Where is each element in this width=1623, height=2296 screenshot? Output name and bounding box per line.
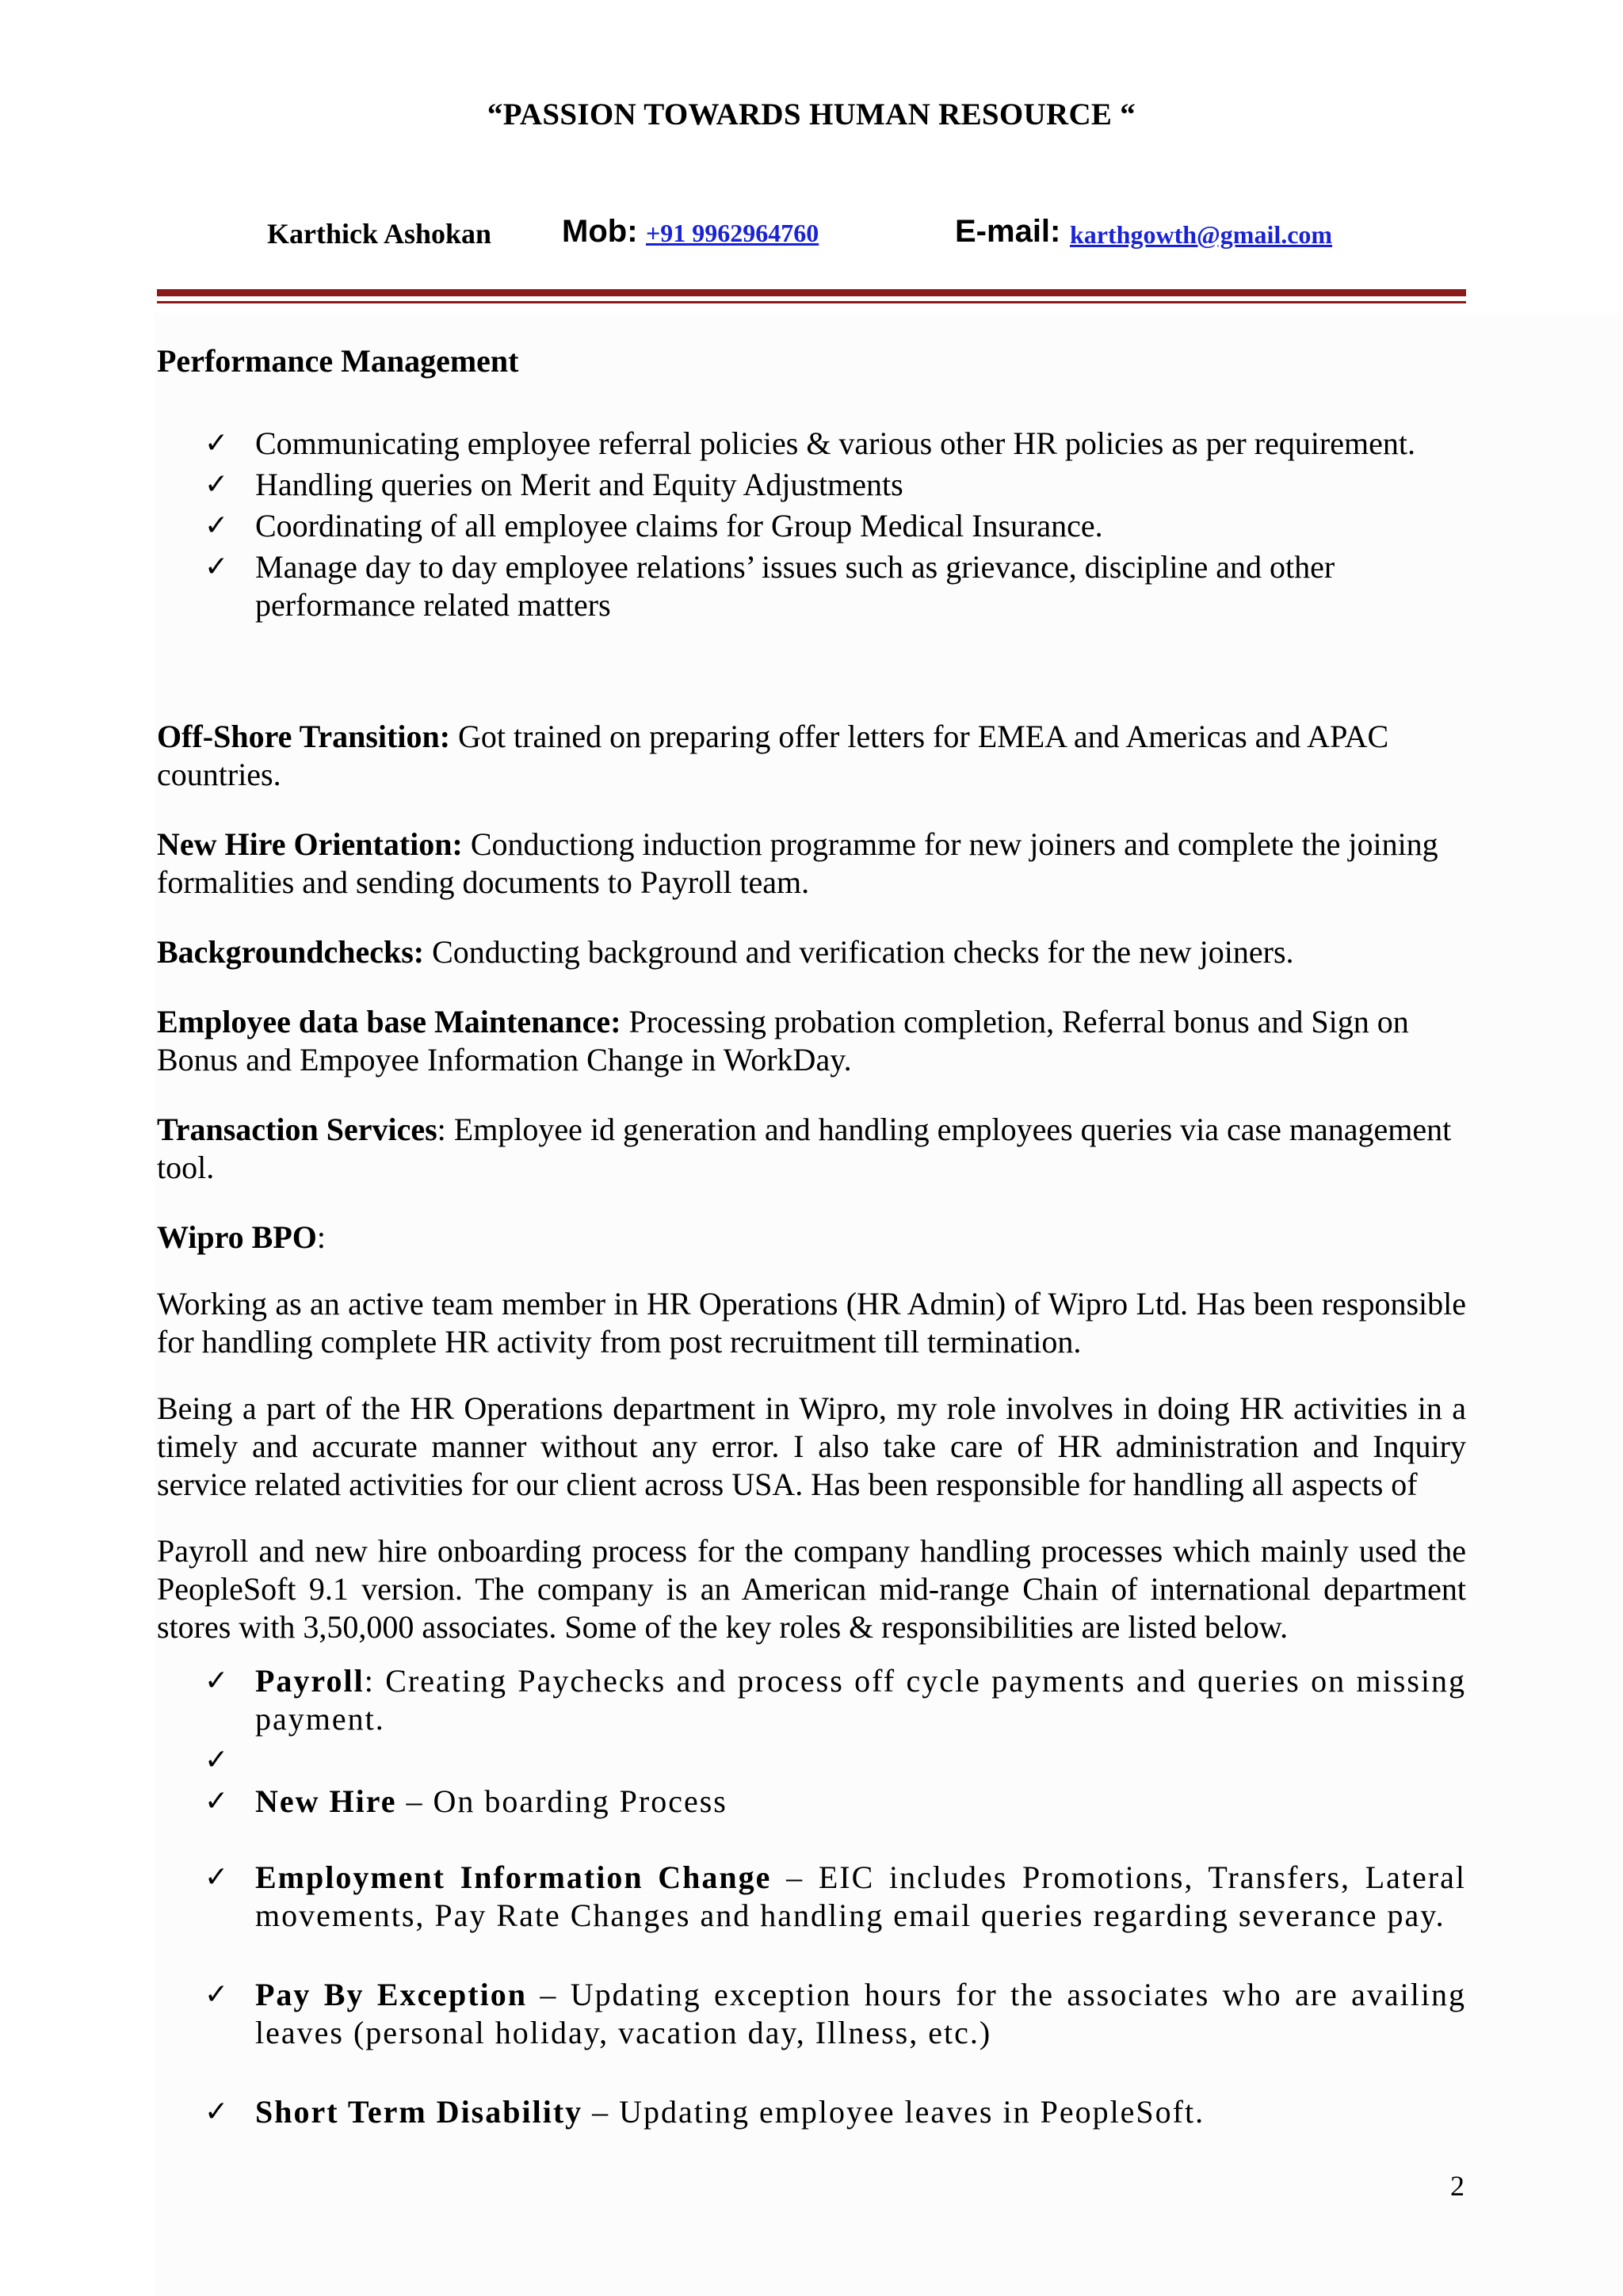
role-item-pay-by-exception: ✓ Pay By Exception – Updating exception hours for the associates who are availing leaves (personal holiday, vacation day, Illness, etc.) xyxy=(204,1977,1466,2050)
performance-item: ✓ Communicating employee referral policies & various other HR policies as per requirement. xyxy=(204,425,1415,461)
role-item-short-term-disability: ✓ Short Term Disability – Updating employee leaves in PeopleSoft. xyxy=(204,2094,1205,2130)
section-background-checks xyxy=(157,933,1466,971)
wipro-heading: Wipro BPO: xyxy=(157,1219,327,1255)
role-item-empty xyxy=(157,1741,1466,1779)
wipro-paragraph-1: Working as an active team member in HR Operations (HR Admin) of Wipro Ltd. Has been responsible for handling complete HR activity from post recruitment till termination. xyxy=(157,1286,1466,1360)
section-employee-database xyxy=(157,1003,1466,1079)
section-transaction-services xyxy=(157,1111,1466,1187)
email-link[interactable]: karthgowth@gmail.com xyxy=(1070,220,1333,249)
check-icon: ✓ xyxy=(204,509,229,542)
role-item-eic: ✓ Employment Information Change – EIC includes Promotions, Transfers, Lateral movements, Pay Rate Changes and handling email queries regarding severance pay. xyxy=(204,1859,1466,1933)
check-icon: ✓ xyxy=(204,1978,229,2011)
check-icon: ✓ xyxy=(204,1785,229,1817)
check-icon: ✓ xyxy=(204,427,229,460)
contact-line xyxy=(0,214,1623,254)
candidate-name: Karthick Ashokan xyxy=(267,218,492,250)
resume-content xyxy=(157,342,1466,2131)
section-text: Processing probation completion, Referral bonus and Sign on Bonus and Empoyee Information Change in WorkDay. xyxy=(157,1004,1409,1077)
section-label: Backgroundchecks: xyxy=(157,934,425,970)
section-text: Conducting background and verification checks for the new joiners. xyxy=(424,934,1294,970)
performance-list xyxy=(157,425,1466,624)
section-new-hire-orientation xyxy=(157,826,1466,902)
role-item-new-hire: ✓ New Hire – On boarding Process xyxy=(204,1783,727,1819)
role-item-payroll: ✓ Payroll: Creating Paychecks and process off cycle payments and queries on missing payment. xyxy=(204,1663,1466,1737)
section-label: New Hire Orientation: xyxy=(157,826,463,862)
performance-item: ✓ Coordinating of all employee claims for Group Medical Insurance. xyxy=(204,508,1103,543)
wipro-label: Wipro BPO xyxy=(157,1219,317,1255)
email-label: E-mail: xyxy=(955,214,1061,249)
mobile-link[interactable]: +91 9962964760 xyxy=(646,219,819,247)
check-icon: ✓ xyxy=(204,1744,229,1776)
roles-list xyxy=(157,1662,1466,2131)
check-icon: ✓ xyxy=(204,1665,229,1697)
wipro-paragraph-3: Payroll and new hire onboarding process for the company handling processes which mainly used the PeopleSoft 9.1 version. The company is an American mid-range Chain of international department stores with 3,50,000 associates. Some of the key roles & responsibilities are listed below. xyxy=(157,1533,1466,1645)
section-text: : Employee id generation and handling employees queries via case management tool. xyxy=(157,1112,1452,1185)
mobile-label: Mob: xyxy=(562,214,638,249)
section-label: Employee data base Maintenance: xyxy=(157,1004,621,1039)
section-text: Got trained on preparing offer letters for EMEA and Americas and APAC countries. xyxy=(157,719,1389,792)
check-icon: ✓ xyxy=(204,2096,229,2128)
check-icon: ✓ xyxy=(204,551,229,583)
performance-item: ✓ Manage day to day employee relations’ issues such as grievance, discipline and other performance related matters xyxy=(204,549,1335,623)
wipro-paragraph-2: Being a part of the HR Operations department in Wipro, my role involves in doing HR activities in a timely and accurate manner without any error. I also take care of HR administration and Inquiry service related activities for our client across USA. Has been responsible for handling all aspects of xyxy=(157,1390,1466,1502)
section-text: Conductiong induction programme for new joiners and complete the joining formalities and sending documents to Payroll team. xyxy=(157,826,1438,900)
header-rule-thick xyxy=(157,289,1466,296)
page-title: “PASSION TOWARDS HUMAN RESOURCE “ xyxy=(487,97,1136,132)
check-icon: ✓ xyxy=(204,1861,229,1894)
performance-heading: Performance Management xyxy=(157,343,519,379)
header-rule-thin xyxy=(157,301,1466,303)
check-icon: ✓ xyxy=(204,468,229,501)
section-label: Transaction Services xyxy=(157,1112,437,1147)
section-label: Off-Shore Transition: xyxy=(157,719,451,754)
section-offshore xyxy=(157,718,1466,794)
performance-item: ✓ Handling queries on Merit and Equity Adjustments xyxy=(204,467,903,502)
page-number: 2 xyxy=(1450,2170,1465,2202)
